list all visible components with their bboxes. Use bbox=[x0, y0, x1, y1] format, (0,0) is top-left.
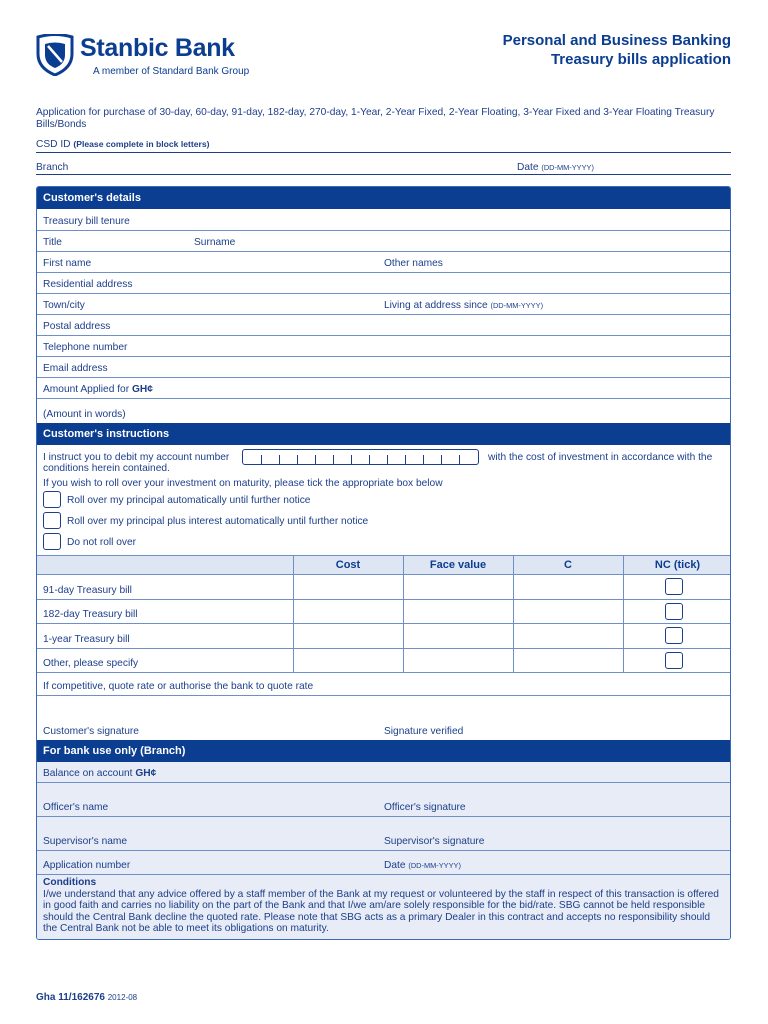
rollover-principal-interest-label: Roll over my principal plus interest automatically until further notice bbox=[67, 516, 369, 527]
tenure-label: Treasury bill tenure bbox=[43, 216, 130, 227]
rollover-principal-label: Roll over my principal automatically until further notice bbox=[67, 495, 311, 506]
telephone-label: Telephone number bbox=[43, 342, 128, 353]
living-since-format: (DD-MM-YYYY) bbox=[490, 301, 544, 310]
brand-name: Stanbic Bank bbox=[80, 34, 235, 62]
officer-name-label: Officer's name bbox=[43, 802, 109, 813]
table-row bbox=[37, 649, 730, 673]
date-label: Date bbox=[517, 162, 539, 173]
table-divider bbox=[403, 555, 404, 673]
form-date: 2012-08 bbox=[107, 993, 138, 1002]
header-cost: Cost bbox=[335, 559, 361, 571]
amount-words-field[interactable] bbox=[37, 399, 730, 423]
row-label-91-day: 91-day Treasury bill bbox=[43, 585, 132, 596]
amount-currency: GH¢ bbox=[131, 384, 153, 395]
header-nc-tick: NC (tick) bbox=[654, 559, 701, 571]
surname-label: Surname bbox=[194, 237, 236, 248]
csd-id-note: (Please complete in block letters) bbox=[73, 139, 210, 149]
brand-tagline: A member of Standard Bank Group bbox=[93, 66, 250, 77]
email-label: Email address bbox=[43, 363, 108, 374]
amount-applied-group bbox=[43, 384, 153, 395]
balance-currency: GH¢ bbox=[135, 768, 157, 779]
name-field[interactable] bbox=[37, 252, 730, 273]
signature-verified-label: Signature verified bbox=[384, 726, 464, 737]
row-label-other: Other, please specify bbox=[43, 658, 139, 669]
officer-field[interactable] bbox=[37, 783, 730, 817]
no-rollover-checkbox[interactable] bbox=[43, 533, 61, 550]
supervisor-field[interactable] bbox=[37, 817, 730, 851]
csd-id-field[interactable] bbox=[36, 139, 731, 153]
branch-label: Branch bbox=[36, 162, 69, 173]
account-number-input[interactable] bbox=[242, 449, 479, 465]
title-label: Title bbox=[43, 237, 62, 248]
amount-words-label: (Amount in words) bbox=[43, 409, 126, 420]
balance-label: Balance on account bbox=[43, 768, 133, 779]
conditions-block bbox=[37, 875, 730, 940]
bank-date-label: Date bbox=[384, 860, 406, 871]
residential-address-field[interactable] bbox=[37, 273, 730, 294]
debit-instruction-suffix: with the cost of investment in accordance with the bbox=[488, 452, 713, 463]
residential-address-label: Residential address bbox=[43, 279, 133, 290]
town-city-field[interactable] bbox=[37, 294, 730, 315]
row-label-1-year: 1-year Treasury bill bbox=[43, 634, 130, 645]
table-divider bbox=[293, 555, 294, 673]
application-form bbox=[36, 186, 731, 940]
stanbic-shield-logo-icon bbox=[36, 34, 74, 76]
csd-id-label: CSD ID bbox=[36, 139, 71, 150]
table-row bbox=[37, 624, 730, 649]
signature-field[interactable] bbox=[37, 696, 730, 740]
table-row bbox=[37, 600, 730, 624]
living-since-group bbox=[384, 300, 543, 311]
quote-rate-field[interactable] bbox=[37, 673, 730, 696]
no-rollover-label: Do not roll over bbox=[67, 537, 137, 548]
town-city-label: Town/city bbox=[43, 300, 85, 311]
title-line-2: Treasury bills application bbox=[550, 51, 731, 68]
supervisor-signature-label: Supervisor's signature bbox=[384, 836, 485, 847]
conditions-title: Conditions bbox=[43, 877, 97, 888]
date-label-group bbox=[517, 162, 594, 173]
header-face-value: Face value bbox=[429, 559, 487, 571]
living-since-label: Living at address since bbox=[384, 300, 488, 311]
table-row bbox=[37, 575, 730, 600]
table-divider bbox=[513, 555, 514, 673]
quote-rate-label: If competitive, quote rate or authorise the bank to quote rate bbox=[43, 681, 314, 692]
form-code: Gha 11/162676 bbox=[36, 992, 105, 1003]
nc-tick-91-day-checkbox[interactable] bbox=[665, 578, 683, 595]
section-bank-use: For bank use only (Branch) bbox=[37, 740, 730, 762]
telephone-field[interactable] bbox=[37, 336, 730, 357]
date-format: (DD-MM-YYYY) bbox=[541, 163, 594, 172]
nc-tick-182-day-checkbox[interactable] bbox=[665, 603, 683, 620]
email-field[interactable] bbox=[37, 357, 730, 378]
table-divider bbox=[623, 555, 624, 673]
tenure-field[interactable] bbox=[37, 209, 730, 231]
document-title bbox=[503, 31, 731, 69]
title-line-1: Personal and Business Banking bbox=[502, 32, 731, 49]
bank-date-group bbox=[384, 860, 461, 871]
supervisor-name-label: Supervisor's name bbox=[43, 836, 128, 847]
officer-signature-label: Officer's signature bbox=[384, 802, 466, 813]
bill-table-header bbox=[37, 555, 730, 575]
postal-address-label: Postal address bbox=[43, 321, 111, 332]
nc-tick-1-year-checkbox[interactable] bbox=[665, 627, 683, 644]
header-c: C bbox=[564, 559, 572, 571]
branch-date-field[interactable] bbox=[36, 162, 731, 175]
postal-address-field[interactable] bbox=[37, 315, 730, 336]
first-name-label: First name bbox=[43, 258, 92, 269]
form-footer bbox=[36, 992, 137, 1003]
rollover-principal-checkbox[interactable] bbox=[43, 491, 61, 508]
section-customer-details: Customer's details bbox=[37, 187, 730, 209]
amount-applied-label: Amount Applied for bbox=[43, 384, 130, 395]
application-number-field[interactable] bbox=[37, 851, 730, 875]
rollover-principal-interest-checkbox[interactable] bbox=[43, 512, 61, 529]
nc-tick-other-checkbox[interactable] bbox=[665, 652, 683, 669]
title-surname-field[interactable] bbox=[37, 231, 730, 252]
conditions-text: I/we understand that any advice offered by a staff member of the Bank at my request or volunteered by the staff in respect of this transaction is offered in good faith and carries no liability on the part of the Bank and that I/we am/are solely responsible for the bid/rate. SBG cannot be held responsible should the Central Bank decline the quoted rate. Please note that SBG acts as a primary Dealer in this contract and accepts no responsibility should the Central Bank not be able to meet its obligations on maturity. bbox=[43, 888, 719, 935]
other-names-label: Other names bbox=[384, 258, 443, 269]
customer-signature-label: Customer's signature bbox=[43, 726, 139, 737]
debit-instruction-line2: conditions herein contained. bbox=[43, 463, 170, 474]
balance-group bbox=[43, 768, 156, 779]
row-label-182-day: 182-day Treasury bill bbox=[43, 609, 138, 620]
section-customer-instructions: Customer's instructions bbox=[37, 423, 730, 445]
bank-date-format: (DD-MM-YYYY) bbox=[408, 861, 461, 870]
intro-text: Application for purchase of 30-day, 60-day, 91-day, 182-day, 270-day, 1-Year, 2-Year Fixed, 2-Year Floating, 3-Year Fixed and 3-Year Floating Treasury Bills/Bonds bbox=[36, 107, 715, 130]
application-number-label: Application number bbox=[43, 860, 131, 871]
amount-applied-field[interactable] bbox=[37, 378, 730, 399]
balance-field[interactable] bbox=[37, 762, 730, 783]
debit-instruction-prefix: I instruct you to debit my account number bbox=[43, 452, 230, 463]
rollover-prompt: If you wish to roll over your investment on maturity, please tick the appropriate box below bbox=[43, 478, 443, 489]
